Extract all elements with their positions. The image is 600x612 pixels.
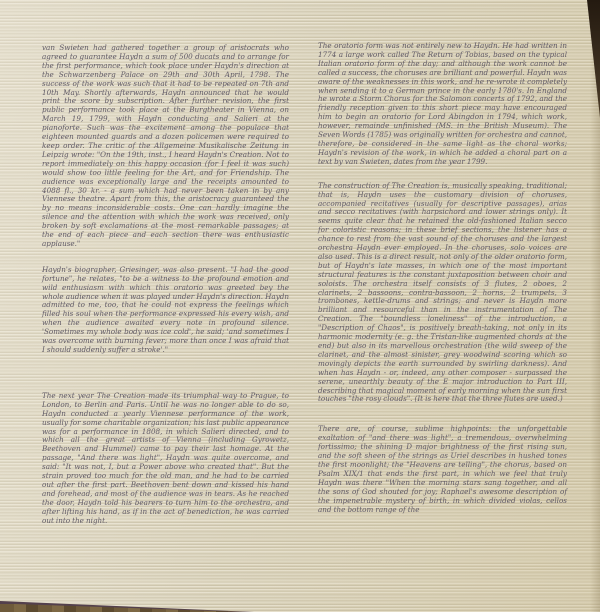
paragraph-sublime-highpoints: There are, of course, sublime highpoints: the unforgettable exaltation of "and there was light", a tremendous, overwhelming fortissimo; the shining D major brightness of the first rising sun, and the soft sheen of the strings as Uriel describes in hushed tones the first moonlight; the "Heavens are telling", the chorus, based on Psalm XIX/1 that ends the first part, in which we feel that truly Haydn was there "When the morning stars sang together, and all the sons of God shouted for joy; Raphael's awesome description of the impenetrable mystery of birth, in which divided violas, cellos and the bottom range of the xyxy=(318,424,567,514)
paragraph-first-performance-history: van Swieten had gathered together a group of aristocrats who agreed to guarantee Haydn a sum of 500 ducats and to arrange for the first performance, which took place under Haydn's direction at the Schwarzenberg Palace on 29th and 30th April, 1798. The success of the work was such that it had to be repeated on 7th and 10th May. Shortly afterwards, Haydn announced that he would print the score by subscription. After further revision, the first public performance took place at the Burgtheater in Vienna, on March 19, 1799, with Haydn conducting and Salieri at the pianoforte. Such was the excitement among the populace that eighteen mounted guards and a dozen policemen were required to keep order. The critic of the Allgemeine Musikalische Zeitung in Leipzig wrote: "On the 19th, inst., I heard Haydn's Creation. Not to report immediately on this happy occasion (for I feel it was such) would show too little feeling for the Art, and for Friendship. The audience was exceptionally large and the receipts amounted to 4088 fl., 30 kr. - a sum which had never been taken in by any Viennese theatre. Apart from this, the aristocracy guaranteed the by no means inconsiderable costs. One can hardly imagine the silence and the attention with which the work was received, only broken by soft exclamations at the most remarkable passages; at the end of each piece and each section there was enthusiastic applause." xyxy=(42,43,289,248)
right-text-column xyxy=(318,42,567,514)
paragraph-griesinger-account: Haydn's biographer, Griesinger, was also present. "I had the good fortune", he relates, "to be a witness to the profound emotion and wild enthusiasm with which this oratorio was greeted bey the whole audience when it was played under Haydn's direction. Haydn admitted to me, too, that he could not express the feelings which filled his soul when the performance expressed his every wish, and when the audience awaited every note in profound silence. 'Sometimes my whole body was ice cold', he said; 'and sometimes I was overcome with burning fever; more than once I was afraid that I should suddenly suffer a stroke'." xyxy=(42,264,289,354)
paragraph-creation-triumph-1808: The next year The Creation made its triumphal way to Prague, to London, to Berlin and Paris. Until he was no longer able to do so, Haydn conducted a yearly Viennese performance of the work, usually for some charitable organization; his last public appearance was for a performance in 1808, in which Salieri directed, and to which all the great artists of Vienna (including Gyrowetz, Beethoven and Hummel) came to pay their last homage. At the passage, "And there was light", Haydn was quite overcome, and said: "It was not, I, but a Power above who created that". But the strain proved too much for the old man, and he had to be carried out after the first part. Beethoven bent down and kissed his hand and forehead, and most of the audience was in tears. As he reached the door, Haydn told his bearers to turn him to the orchestra, and after lifting his hand, as if in the act of benediction, he was carried out into the night. xyxy=(42,390,289,525)
paragraph-oratorio-form-background: The oratorio form was not entirely new to Haydn. He had written in 1774 a large work called The Return of Tobias, based on the typical Italian oratorio form of the day; and although the work cannot be called a success, the choruses are brilliant and powerful. Haydn was aware of the weaknesses in this work, and he re-wrote it completely when sending it to a German prince in the early 1780's. In England he wrote a Storm Chorus for the Salomon concerts of 1792, and the friendly reception given to this short piece may have encouraged him to begin an oratorio for Lord Abingdon in 1794, which work, however, remainde unfinished (MS. in the British Museum). The Seven Words (1785) was originally written for orchestra and cannot, therefore, be considered in the same light as the choral works; Haydn's revision of the work, in which he added a choral part on a text by van Swieten, dates from the year 1799. xyxy=(318,41,567,166)
left-text-column xyxy=(42,44,289,526)
paragraph-construction-orchestration: The construction of The Creation is, musically speaking, traditional; that is, Haydn uses the customary division of choruses, accompanied recitatives (usually for descriptive passages), arias and secco recitatives (with harpsichord and lower strings only). It seems quite clear that he retained the old-fashioned Italian secco for coloristic reasons; in these brief sections, the listener has a chance to rest from the vast sound of the choruses and the largest orchestra Haydn ever employed. In the choruses, solo voices are also used. This is a direct result, not only of the older oratorio form, but of Haydn's late masses, in which one of the most important structural features is the constant juxtaposition between choir and soloists. The orchestra itself consists of 3 flutes, 2 oboes, 2 clarinets, 2 bassoons, contra-bassoon, 2 horns, 2 trumpets, 3 trombones, kettle-drums and strings; and never is Haydn more brilliant and resourceful than in the instrumentation of The Creation. The "boundless loneliness" of the introduction, a "Description of Chaos", is positively breath-taking, not only in its harmonic modernity (e. g. the Tristan-like augmented chords at the end) but also in its marvellous orchestration (the wild sweep of the clarinet, and the almost sinister, grey woodwind scoring which so movingly depicts the earth surrounded by swirling darkness). And when has Haydn - or, indeed, any other composer - surpassed the serene, unearthly beauty of the E major introduction to Part III, describing that magical moment of early morning when the sun first touches "the rosy clouds". (It is here that the three flutes are used.) xyxy=(318,180,567,404)
